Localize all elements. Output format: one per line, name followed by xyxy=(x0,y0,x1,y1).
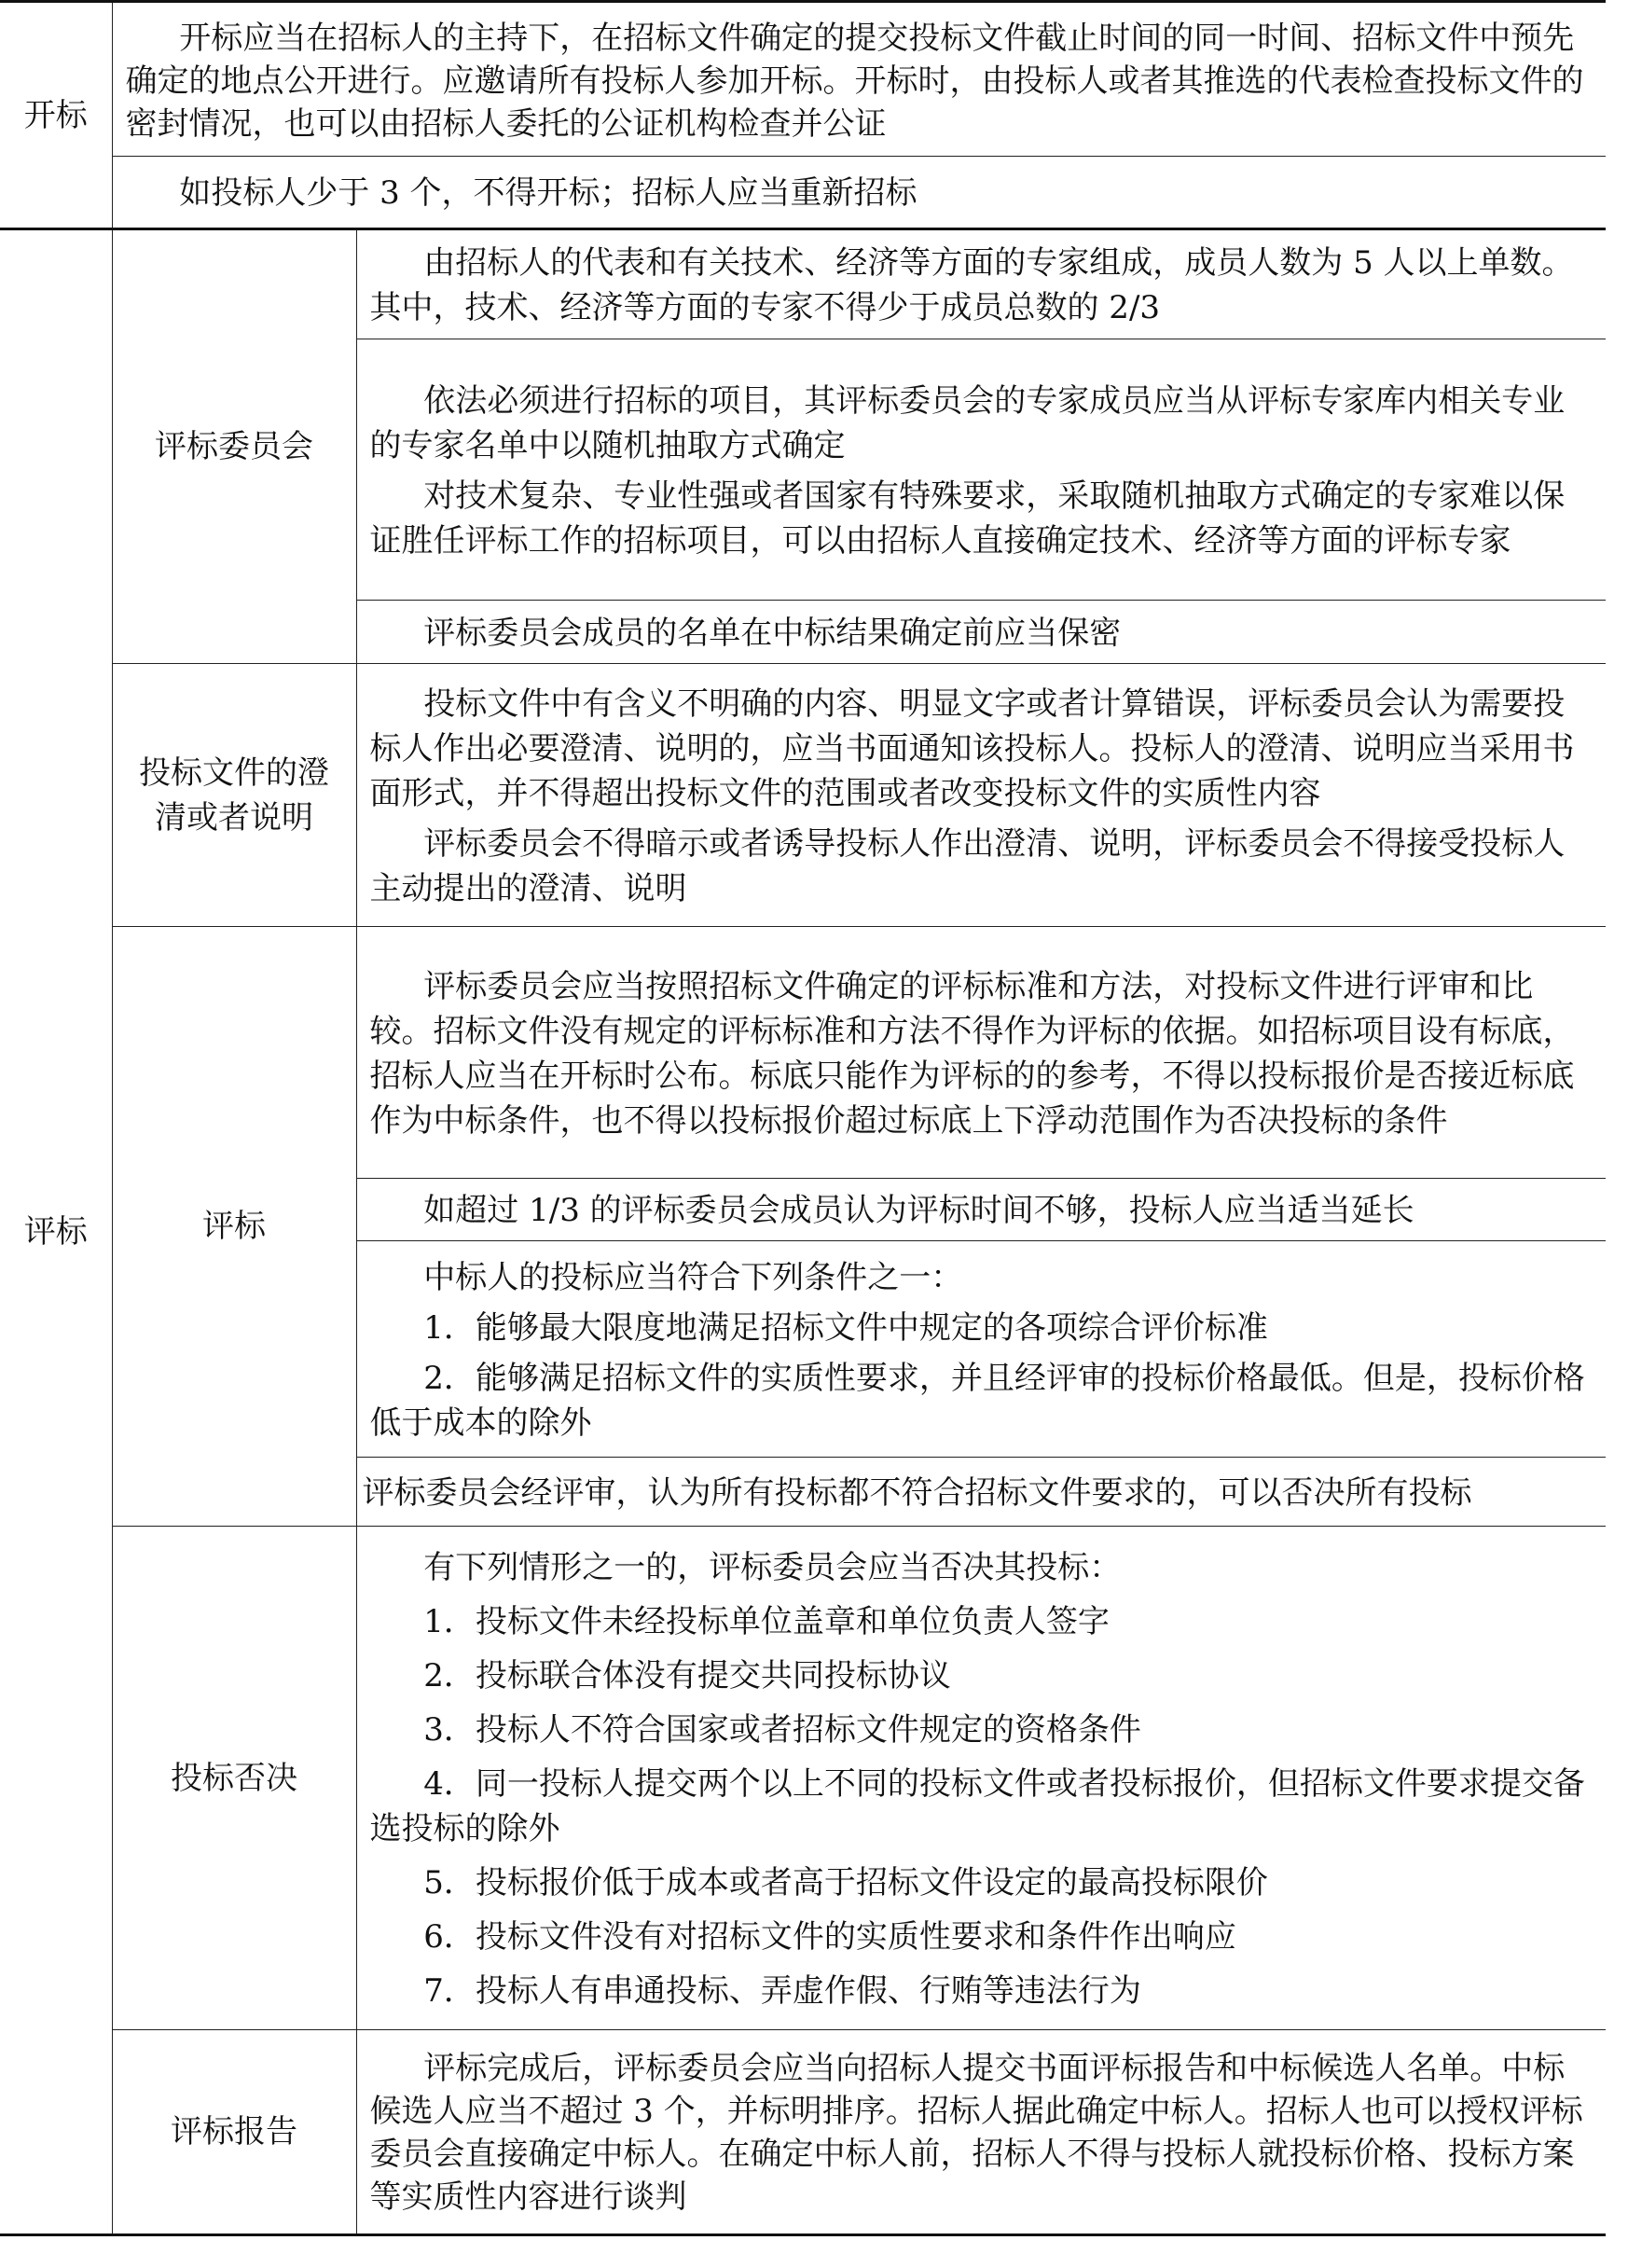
list-item: 7．投标人有串通投标、弄虚作假、行贿等违法行为 xyxy=(423,1971,1141,2010)
text-cell xyxy=(356,229,1606,339)
section-label: 评标 xyxy=(23,1213,88,1251)
subsection-label-cell xyxy=(112,927,356,1527)
table-row xyxy=(0,157,1606,229)
text-cell xyxy=(356,1179,1606,1241)
subsection-label-line: 投标文件的澄 xyxy=(139,754,329,792)
text-cell xyxy=(112,157,1606,229)
text-cell xyxy=(356,1458,1606,1527)
table-row xyxy=(0,229,1606,339)
paragraph: 开标应当在招标人的主持下，在招标文件确定的提交投标文件截止时间的同一时间、招标文件中预先确定的地点公开进行。应邀请所有投标人参加开标。开标时，由投标人或者其推选的代表检查投标文件的密封情况，也可以由招标人委托的公证机构检查并公证 xyxy=(125,20,1584,143)
paragraph: 对技术复杂、专业性强或者国家有特殊要求，采取随机抽取方式确定的专家难以保证胜任评标工作的招标项目，可以由招标人直接确定技术、经济等方面的评标专家 xyxy=(369,477,1566,560)
table-row xyxy=(0,927,1606,1179)
paragraph: 如投标人少于 3 个，不得开标；招标人应当重新招标 xyxy=(179,174,917,212)
list-item: 5．投标报价低于成本或者高于招标文件设定的最高投标限价 xyxy=(423,1863,1268,1902)
section-label: 开标 xyxy=(23,96,88,134)
list-item: 1．投标文件未经投标单位盖章和单位负责人签字 xyxy=(423,1602,1110,1640)
subsection-label-cell xyxy=(112,1527,356,2030)
section-label-cell xyxy=(0,2,112,229)
paragraph: 评标委员会不得暗示或者诱导投标人作出澄清、说明，评标委员会不得接受投标人主动提出的澄清、说明 xyxy=(369,824,1566,907)
paragraph: 依法必须进行招标的项目，其评标委员会的专家成员应当从评标专家库内相关专业的专家名单中以随机抽取方式确定 xyxy=(369,381,1566,464)
paragraph: 由招标人的代表和有关技术、经济等方面的专家组成，成员人数为 5 人以上单数。其中，技术、经济等方面的专家不得少于成员总数的 2/3 xyxy=(369,244,1574,326)
paragraph: 中标人的投标应当符合下列条件之一： xyxy=(423,1258,963,1296)
text-cell xyxy=(356,601,1606,664)
list-item: 3．投标人不符合国家或者招标文件规定的资格条件 xyxy=(423,1710,1141,1749)
subsection-label-line: 清或者说明 xyxy=(155,798,313,837)
text-cell xyxy=(356,1527,1606,2030)
paragraph: 评标完成后，评标委员会应当向招标人提交书面评标报告和中标候选人名单。中标候选人应当不超过 3 个，并标明排序。招标人据此确定中标人。招标人也可以授权评标委员会直接确定中标人。在确定中标人前，招标人不得与投标人就投标价格、投标方案等实质性内容进行谈判 xyxy=(369,2050,1583,2216)
table-row xyxy=(0,1527,1606,2030)
paragraph: 如超过 1/3 的评标委员会成员认为评标时间不够，投标人应当适当延长 xyxy=(423,1192,1414,1229)
list-item: 2．投标联合体没有提交共同投标协议 xyxy=(423,1656,951,1694)
text-cell xyxy=(356,1241,1606,1458)
text-cell xyxy=(356,2030,1606,2235)
subsection-label-cell xyxy=(112,2030,356,2235)
subsection-label: 评标 xyxy=(202,1208,266,1245)
paragraph: 2．能够满足招标文件的实质性要求，并且经评审的投标价格最低。但是，投标价格低于成本的除外 xyxy=(369,1359,1585,1442)
text-cell xyxy=(112,2,1606,157)
subsection-label: 投标否决 xyxy=(171,1759,297,1797)
text-cell xyxy=(356,339,1606,601)
paragraph: 1．能够最大限度地满足招标文件中规定的各项综合评价标准 xyxy=(423,1308,1268,1347)
table-row xyxy=(0,2,1606,157)
section-label-cell xyxy=(0,229,112,2235)
subsection-label-cell xyxy=(112,229,356,664)
table-row xyxy=(0,2030,1606,2235)
paragraph: 有下列情形之一的，评标委员会应当否决其投标： xyxy=(423,1548,1122,1586)
text-cell xyxy=(356,927,1606,1179)
paragraph: 投标文件中有含义不明确的内容、明显文字或者计算错误，评标委员会认为需要投标人作出必要澄清、说明的，应当书面通知该投标人。投标人的澄清、说明应当采用书面形式，并不得超出投标文件的范围或者改变投标文件的实质性内容 xyxy=(369,685,1575,812)
paragraph: 评标委员会经评审，认为所有投标都不符合招标文件要求的，可以否决所有投标 xyxy=(362,1473,1472,1512)
subsection-label: 评标委员会 xyxy=(155,428,313,465)
table-row xyxy=(0,664,1606,927)
paragraph: 评标委员会成员的名单在中标结果确定前应当保密 xyxy=(423,614,1122,652)
list-item: 6．投标文件没有对招标文件的实质性要求和条件作出响应 xyxy=(423,1917,1236,1956)
list-item: 4．同一投标人提交两个以上不同的投标文件或者投标报价，但招标文件要求提交备选投标的除外 xyxy=(369,1764,1585,1847)
paragraph: 评标委员会应当按照招标文件确定的评标标准和方法，对投标文件进行评审和比较。招标文件没有规定的评标标准和方法不得作为评标的依据。如招标项目设有标底，招标人应当在开标时公布。标底只能作为评标的的参考，不得以投标报价是否接近标底作为中标条件，也不得以投标报价超过标底上下浮动范围作为否决投标的条件 xyxy=(369,967,1575,1140)
subsection-label-cell xyxy=(112,664,356,927)
subsection-label: 评标报告 xyxy=(171,2113,297,2150)
text-cell xyxy=(356,664,1606,927)
